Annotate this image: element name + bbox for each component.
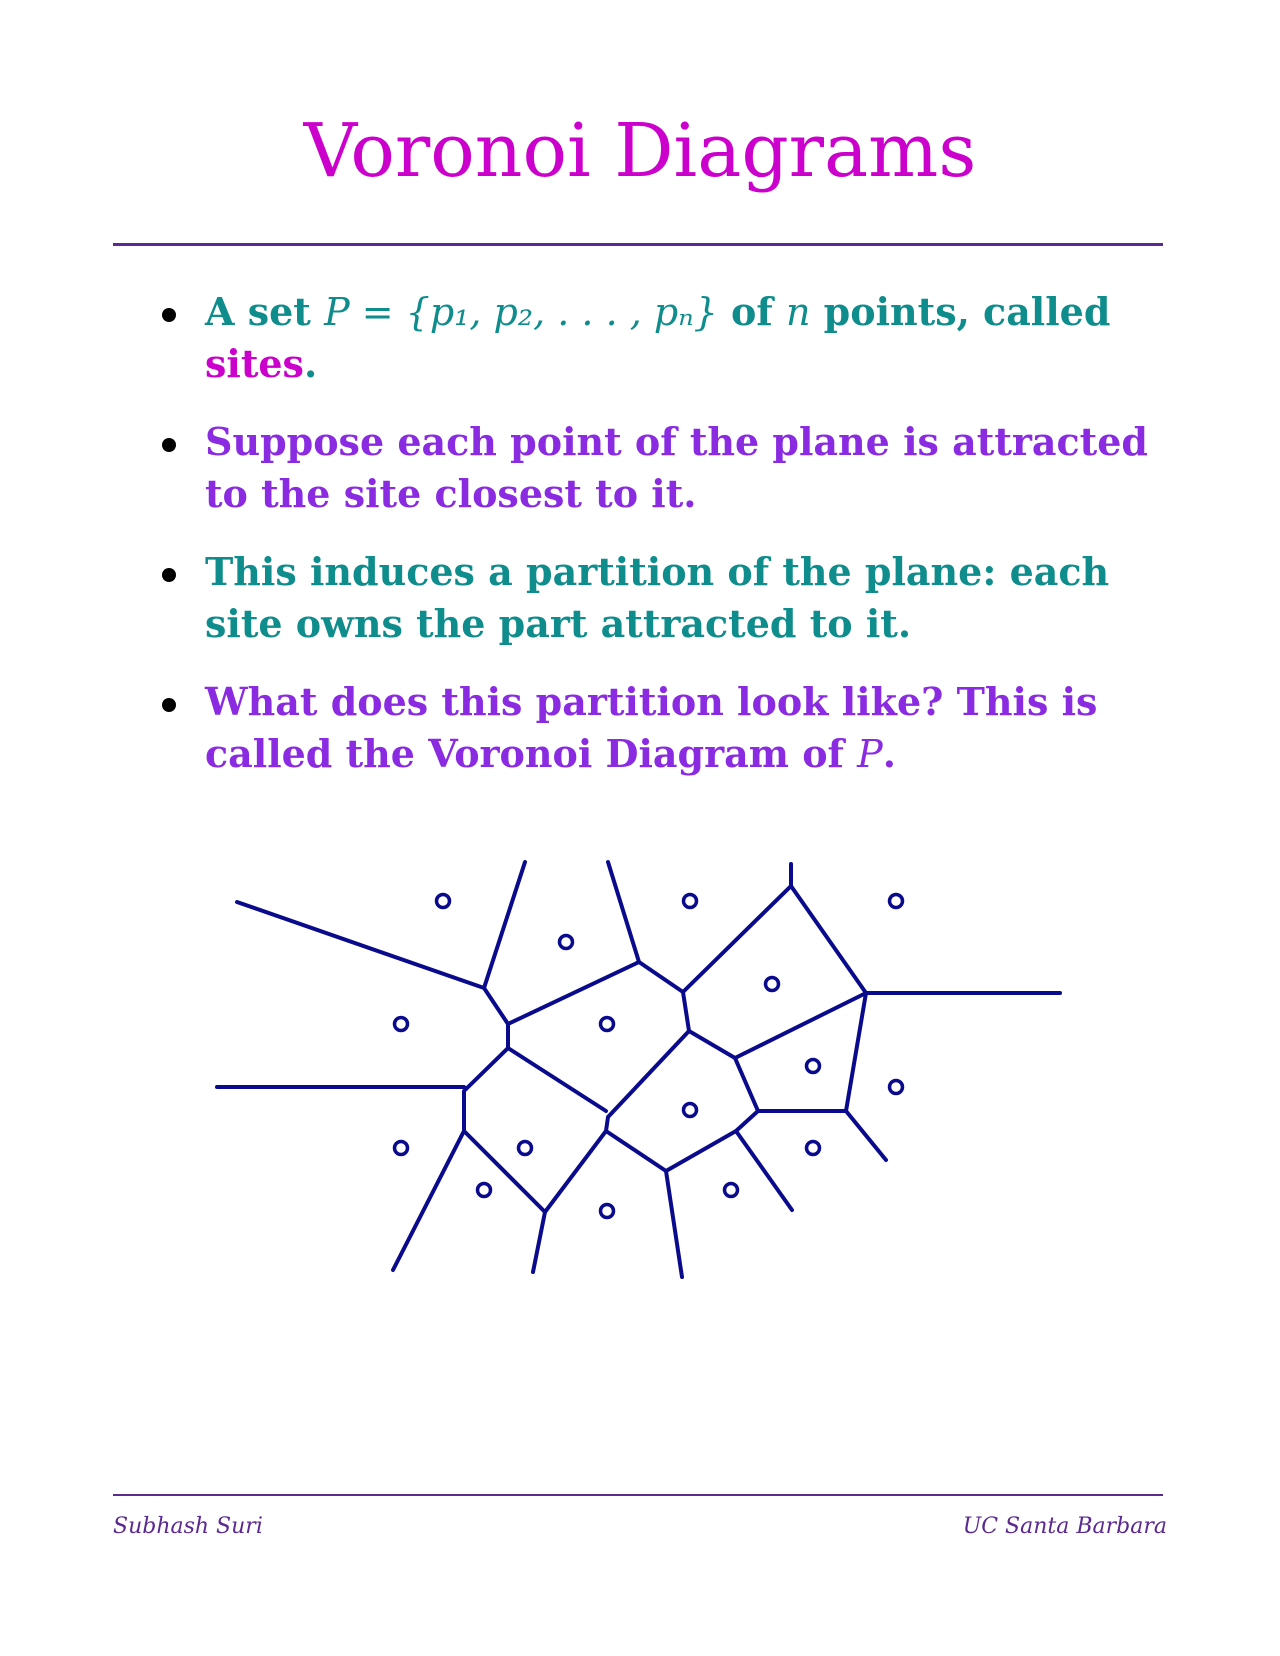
site-point bbox=[395, 1018, 408, 1031]
footer-divider bbox=[113, 1494, 1163, 1496]
voronoi-edge bbox=[846, 1111, 886, 1160]
voronoi-edge bbox=[758, 993, 866, 1111]
site-point bbox=[478, 1184, 491, 1197]
voronoi-edge bbox=[683, 886, 866, 1058]
voronoi-edge bbox=[508, 962, 689, 1031]
voronoi-edge bbox=[666, 1171, 682, 1277]
site-point bbox=[890, 1081, 903, 1094]
bullet-text: . bbox=[882, 731, 896, 776]
site-point bbox=[807, 1142, 820, 1155]
math-n: n bbox=[785, 290, 811, 334]
bullet-text: of bbox=[717, 289, 786, 334]
voronoi-edge bbox=[533, 1212, 545, 1272]
math-p: P bbox=[857, 732, 883, 776]
voronoi-edges bbox=[217, 862, 1060, 1277]
voronoi-edge bbox=[608, 862, 639, 962]
bullet-text: Suppose each point of the plane is attracted to the site closest to it. bbox=[205, 419, 1148, 516]
site-point bbox=[437, 895, 450, 908]
footer-author: Subhash Suri bbox=[113, 1514, 263, 1539]
voronoi-edge bbox=[736, 1131, 792, 1210]
site-point bbox=[807, 1060, 820, 1073]
site-point bbox=[601, 1205, 614, 1218]
page-title: Voronoi Diagrams bbox=[303, 108, 977, 194]
term-sites: sites bbox=[205, 341, 304, 386]
voronoi-edge bbox=[508, 1048, 606, 1111]
bullet-text: What does this partition look like? This is called the Voronoi Diagram of bbox=[205, 679, 1098, 776]
site-point bbox=[766, 978, 779, 991]
voronoi-sites bbox=[395, 895, 903, 1218]
set-notation: P = {p₁, p₂, . . . , pₙ} bbox=[324, 290, 718, 334]
bullet-text: points, called bbox=[810, 289, 1111, 334]
bullet-text: A set bbox=[205, 289, 325, 334]
site-point bbox=[560, 936, 573, 949]
site-point bbox=[725, 1184, 738, 1197]
site-point bbox=[684, 895, 697, 908]
site-point bbox=[684, 1104, 697, 1117]
site-point bbox=[519, 1142, 532, 1155]
site-point bbox=[890, 895, 903, 908]
footer-affiliation: UC Santa Barbara bbox=[962, 1514, 1167, 1539]
bullet-text: This induces a partition of the plane: each site owns the part attracted to it. bbox=[205, 549, 1110, 646]
site-point bbox=[395, 1142, 408, 1155]
voronoi-edge bbox=[484, 862, 525, 988]
bullet-text: . bbox=[303, 341, 318, 386]
site-point bbox=[601, 1018, 614, 1031]
